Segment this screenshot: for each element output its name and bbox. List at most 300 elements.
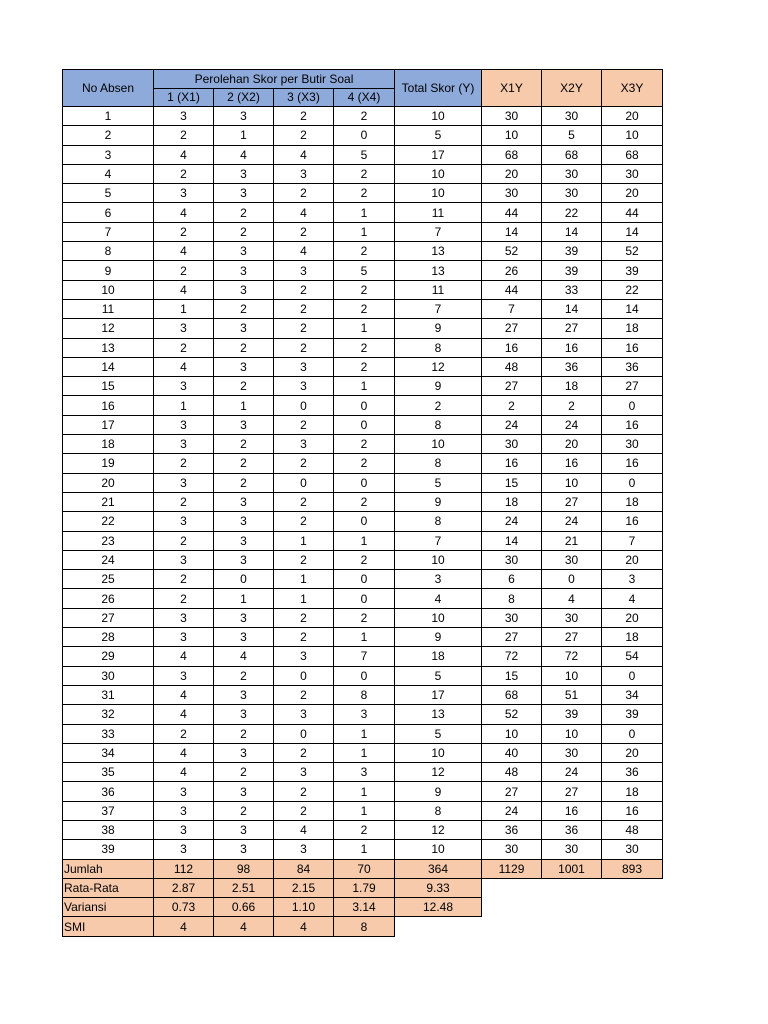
cell-x3: 2 (274, 415, 334, 434)
table-row (63, 415, 663, 434)
cell-total: 13 (395, 705, 482, 724)
cell-x2: 0 (214, 570, 274, 589)
header-total: Total Skor (Y) (395, 70, 482, 107)
cell-no-absen: 33 (63, 724, 154, 743)
cell-x1: 3 (154, 801, 214, 820)
cell-x3: 4 (274, 145, 334, 164)
cell-x2y: 27 (542, 628, 602, 647)
cell-x1y: 10 (482, 126, 542, 145)
table-row (63, 724, 663, 743)
score-table (62, 69, 663, 937)
cell-x1y: 48 (482, 357, 542, 376)
cell-total: 5 (395, 473, 482, 492)
cell-x1: 2 (154, 126, 214, 145)
cell-x2: 1 (214, 396, 274, 415)
cell-no-absen: 28 (63, 628, 154, 647)
cell-x1: 2 (154, 222, 214, 241)
cell-x3y: 16 (602, 338, 663, 357)
cell-x1: 2 (154, 531, 214, 550)
cell-no-absen: 18 (63, 435, 154, 454)
empty-cell (482, 878, 663, 897)
cell-x4: 2 (334, 280, 395, 299)
cell-total: 13 (395, 261, 482, 280)
cell-total: 10 (395, 164, 482, 183)
jumlah-x2y: 1001 (542, 859, 602, 878)
cell-x2y: 24 (542, 512, 602, 531)
cell-x1y: 27 (482, 319, 542, 338)
cell-x4: 1 (334, 782, 395, 801)
cell-x3y: 27 (602, 377, 663, 396)
cell-x1: 3 (154, 473, 214, 492)
cell-x3y: 14 (602, 222, 663, 241)
cell-x3: 3 (274, 705, 334, 724)
rata-x1: 2.87 (154, 878, 214, 897)
cell-no-absen: 1 (63, 107, 154, 126)
header-q4: 4 (X4) (334, 89, 395, 107)
cell-x2y: 30 (542, 164, 602, 183)
smi-x1: 4 (154, 917, 214, 936)
cell-x2y: 20 (542, 435, 602, 454)
table-row (63, 203, 663, 222)
cell-x3y: 4 (602, 589, 663, 608)
cell-x2y: 36 (542, 820, 602, 839)
cell-x2y: 2 (542, 396, 602, 415)
table-row (63, 666, 663, 685)
cell-total: 12 (395, 357, 482, 376)
cell-no-absen: 39 (63, 840, 154, 859)
cell-total: 17 (395, 685, 482, 704)
smi-x2: 4 (214, 917, 274, 936)
cell-x3: 2 (274, 608, 334, 627)
cell-x4: 2 (334, 820, 395, 839)
cell-x3: 2 (274, 184, 334, 203)
table-row (63, 377, 663, 396)
cell-x4: 0 (334, 126, 395, 145)
cell-x3y: 0 (602, 666, 663, 685)
cell-x2: 3 (214, 550, 274, 569)
cell-x1y: 16 (482, 338, 542, 357)
cell-x1: 4 (154, 280, 214, 299)
cell-x4: 1 (334, 840, 395, 859)
cell-x4: 0 (334, 396, 395, 415)
cell-x3y: 20 (602, 550, 663, 569)
cell-total: 10 (395, 550, 482, 569)
cell-x2: 3 (214, 319, 274, 338)
table-row (63, 396, 663, 415)
cell-x2y: 51 (542, 685, 602, 704)
cell-x2y: 10 (542, 473, 602, 492)
cell-x2: 3 (214, 415, 274, 434)
cell-x2y: 33 (542, 280, 602, 299)
cell-total: 10 (395, 608, 482, 627)
cell-x2y: 0 (542, 570, 602, 589)
cell-x2y: 72 (542, 647, 602, 666)
jumlah-x2: 98 (214, 859, 274, 878)
cell-total: 5 (395, 724, 482, 743)
cell-x2: 3 (214, 705, 274, 724)
cell-no-absen: 24 (63, 550, 154, 569)
cell-no-absen: 22 (63, 512, 154, 531)
cell-x1y: 30 (482, 608, 542, 627)
header-q2: 2 (X2) (214, 89, 274, 107)
table-row (63, 145, 663, 164)
cell-x1y: 24 (482, 415, 542, 434)
table-body (63, 107, 663, 860)
cell-total: 8 (395, 338, 482, 357)
cell-x1: 4 (154, 357, 214, 376)
cell-x1: 2 (154, 589, 214, 608)
cell-x3: 0 (274, 473, 334, 492)
cell-x1y: 30 (482, 550, 542, 569)
cell-x1: 3 (154, 377, 214, 396)
cell-x3y: 16 (602, 512, 663, 531)
cell-x4: 1 (334, 628, 395, 647)
cell-x1: 2 (154, 338, 214, 357)
cell-x2: 3 (214, 261, 274, 280)
cell-x4: 2 (334, 454, 395, 473)
cell-x4: 1 (334, 377, 395, 396)
cell-x3: 3 (274, 377, 334, 396)
jumlah-row (63, 859, 663, 878)
cell-x3y: 3 (602, 570, 663, 589)
cell-total: 10 (395, 107, 482, 126)
cell-x4: 5 (334, 145, 395, 164)
cell-x2: 2 (214, 454, 274, 473)
cell-x3: 3 (274, 647, 334, 666)
cell-x4: 5 (334, 261, 395, 280)
jumlah-x1y: 1129 (482, 859, 542, 878)
cell-x2y: 30 (542, 184, 602, 203)
cell-x3: 2 (274, 801, 334, 820)
header-no-absen: No Absen (63, 70, 154, 107)
cell-x2: 2 (214, 338, 274, 357)
jumlah-x4: 70 (334, 859, 395, 878)
jumlah-total: 364 (395, 859, 482, 878)
cell-x3: 1 (274, 531, 334, 550)
cell-no-absen: 5 (63, 184, 154, 203)
cell-x4: 2 (334, 608, 395, 627)
cell-x2: 3 (214, 107, 274, 126)
cell-x3: 2 (274, 512, 334, 531)
cell-x2: 2 (214, 763, 274, 782)
cell-x3: 3 (274, 435, 334, 454)
cell-x3: 2 (274, 126, 334, 145)
header-perolehan: Perolehan Skor per Butir Soal (154, 70, 395, 89)
cell-x1y: 30 (482, 107, 542, 126)
cell-x2: 2 (214, 724, 274, 743)
cell-x4: 1 (334, 724, 395, 743)
cell-x1: 2 (154, 492, 214, 511)
cell-x4: 0 (334, 512, 395, 531)
cell-x3: 1 (274, 570, 334, 589)
cell-x2: 3 (214, 782, 274, 801)
cell-x1y: 52 (482, 242, 542, 261)
cell-x2: 3 (214, 164, 274, 183)
cell-no-absen: 3 (63, 145, 154, 164)
cell-no-absen: 9 (63, 261, 154, 280)
cell-x1y: 72 (482, 647, 542, 666)
cell-total: 17 (395, 145, 482, 164)
empty-cell (395, 917, 663, 936)
cell-x4: 8 (334, 685, 395, 704)
table-row (63, 801, 663, 820)
cell-x1: 2 (154, 570, 214, 589)
cell-total: 9 (395, 377, 482, 396)
cell-no-absen: 23 (63, 531, 154, 550)
cell-x3y: 48 (602, 820, 663, 839)
cell-x2: 2 (214, 801, 274, 820)
cell-x3y: 16 (602, 454, 663, 473)
cell-total: 8 (395, 512, 482, 531)
cell-total: 18 (395, 647, 482, 666)
cell-x1: 2 (154, 724, 214, 743)
cell-x3: 3 (274, 763, 334, 782)
cell-x4: 2 (334, 184, 395, 203)
cell-no-absen: 38 (63, 820, 154, 839)
cell-x2: 3 (214, 840, 274, 859)
cell-x3y: 36 (602, 357, 663, 376)
cell-x1y: 7 (482, 299, 542, 318)
cell-x3y: 20 (602, 107, 663, 126)
cell-x3: 2 (274, 782, 334, 801)
table-row (63, 743, 663, 762)
cell-x2y: 27 (542, 782, 602, 801)
cell-x1y: 27 (482, 377, 542, 396)
cell-x3: 2 (274, 492, 334, 511)
cell-x2y: 30 (542, 840, 602, 859)
cell-total: 13 (395, 242, 482, 261)
cell-x2y: 5 (542, 126, 602, 145)
table-row (63, 319, 663, 338)
header-row-1 (63, 70, 663, 89)
cell-x4: 2 (334, 107, 395, 126)
cell-x2: 3 (214, 531, 274, 550)
cell-total: 4 (395, 589, 482, 608)
cell-x3: 0 (274, 666, 334, 685)
smi-x4: 8 (334, 917, 395, 936)
cell-x2: 1 (214, 589, 274, 608)
table-row (63, 454, 663, 473)
cell-x1: 4 (154, 743, 214, 762)
header-x2y: X2Y (542, 70, 602, 107)
cell-x1: 4 (154, 647, 214, 666)
cell-x2y: 10 (542, 724, 602, 743)
cell-x3y: 16 (602, 801, 663, 820)
header-x3y: X3Y (602, 70, 663, 107)
cell-no-absen: 37 (63, 801, 154, 820)
cell-total: 5 (395, 126, 482, 145)
cell-x3y: 0 (602, 724, 663, 743)
cell-x1y: 26 (482, 261, 542, 280)
cell-no-absen: 35 (63, 763, 154, 782)
cell-x1y: 27 (482, 628, 542, 647)
cell-x1: 3 (154, 608, 214, 627)
cell-no-absen: 34 (63, 743, 154, 762)
cell-x4: 2 (334, 242, 395, 261)
table-row (63, 763, 663, 782)
cell-x2: 3 (214, 628, 274, 647)
cell-x2: 4 (214, 647, 274, 666)
cell-x2y: 16 (542, 338, 602, 357)
cell-x1: 3 (154, 107, 214, 126)
cell-x2y: 30 (542, 107, 602, 126)
cell-x2y: 24 (542, 763, 602, 782)
cell-x1y: 24 (482, 801, 542, 820)
cell-x2: 3 (214, 242, 274, 261)
cell-total: 7 (395, 299, 482, 318)
cell-x2: 3 (214, 685, 274, 704)
cell-x3: 1 (274, 589, 334, 608)
cell-x3y: 22 (602, 280, 663, 299)
cell-x2y: 30 (542, 608, 602, 627)
cell-total: 12 (395, 763, 482, 782)
cell-x1y: 8 (482, 589, 542, 608)
cell-x1y: 48 (482, 763, 542, 782)
table-row (63, 512, 663, 531)
cell-no-absen: 14 (63, 357, 154, 376)
cell-x3y: 18 (602, 492, 663, 511)
cell-x4: 3 (334, 763, 395, 782)
cell-x1: 2 (154, 454, 214, 473)
variansi-total: 12.48 (395, 898, 482, 917)
cell-x1y: 68 (482, 685, 542, 704)
cell-no-absen: 17 (63, 415, 154, 434)
cell-no-absen: 32 (63, 705, 154, 724)
cell-x2: 3 (214, 820, 274, 839)
cell-x3: 3 (274, 357, 334, 376)
cell-x3y: 34 (602, 685, 663, 704)
cell-no-absen: 19 (63, 454, 154, 473)
cell-x4: 2 (334, 492, 395, 511)
rata-row (63, 878, 663, 897)
cell-total: 10 (395, 743, 482, 762)
cell-x2: 1 (214, 126, 274, 145)
cell-x1: 3 (154, 184, 214, 203)
table-row (63, 280, 663, 299)
cell-x3y: 18 (602, 628, 663, 647)
cell-x4: 7 (334, 647, 395, 666)
header-q3: 3 (X3) (274, 89, 334, 107)
cell-x4: 0 (334, 473, 395, 492)
cell-x4: 1 (334, 743, 395, 762)
cell-no-absen: 16 (63, 396, 154, 415)
cell-x1y: 20 (482, 164, 542, 183)
cell-total: 12 (395, 820, 482, 839)
cell-x2y: 30 (542, 743, 602, 762)
cell-x2y: 14 (542, 222, 602, 241)
cell-x1: 3 (154, 415, 214, 434)
cell-x2y: 4 (542, 589, 602, 608)
cell-x1y: 14 (482, 531, 542, 550)
cell-x2y: 24 (542, 415, 602, 434)
cell-x1y: 15 (482, 666, 542, 685)
table-row (63, 299, 663, 318)
cell-no-absen: 10 (63, 280, 154, 299)
cell-x2y: 39 (542, 242, 602, 261)
cell-x3y: 30 (602, 840, 663, 859)
cell-x1y: 40 (482, 743, 542, 762)
table-row (63, 782, 663, 801)
cell-x3: 2 (274, 107, 334, 126)
cell-x2: 3 (214, 184, 274, 203)
cell-total: 9 (395, 319, 482, 338)
cell-x1y: 36 (482, 820, 542, 839)
cell-total: 7 (395, 531, 482, 550)
cell-x2: 2 (214, 299, 274, 318)
cell-x3: 3 (274, 164, 334, 183)
table-row (63, 705, 663, 724)
cell-x2: 3 (214, 743, 274, 762)
cell-x2y: 30 (542, 550, 602, 569)
cell-x4: 2 (334, 338, 395, 357)
cell-no-absen: 12 (63, 319, 154, 338)
table-row (63, 608, 663, 627)
table-row (63, 164, 663, 183)
rata-x3: 2.15 (274, 878, 334, 897)
cell-x3y: 0 (602, 473, 663, 492)
cell-total: 9 (395, 628, 482, 647)
cell-x4: 2 (334, 435, 395, 454)
cell-total: 8 (395, 801, 482, 820)
cell-total: 9 (395, 492, 482, 511)
jumlah-x3: 84 (274, 859, 334, 878)
cell-x2y: 18 (542, 377, 602, 396)
cell-x1: 4 (154, 203, 214, 222)
smi-x3: 4 (274, 917, 334, 936)
smi-row (63, 917, 663, 936)
cell-x1: 3 (154, 628, 214, 647)
cell-x3y: 7 (602, 531, 663, 550)
cell-x4: 1 (334, 319, 395, 338)
cell-x4: 1 (334, 801, 395, 820)
cell-x1y: 16 (482, 454, 542, 473)
cell-x1y: 2 (482, 396, 542, 415)
cell-total: 10 (395, 435, 482, 454)
variansi-x3: 1.10 (274, 898, 334, 917)
cell-x2y: 10 (542, 666, 602, 685)
cell-x2: 2 (214, 666, 274, 685)
cell-x1: 3 (154, 550, 214, 569)
cell-x3y: 54 (602, 647, 663, 666)
cell-x3: 2 (274, 319, 334, 338)
table-row (63, 184, 663, 203)
cell-no-absen: 4 (63, 164, 154, 183)
rata-x2: 2.51 (214, 878, 274, 897)
cell-x1: 4 (154, 705, 214, 724)
cell-total: 10 (395, 840, 482, 859)
cell-x3y: 52 (602, 242, 663, 261)
cell-x1y: 14 (482, 222, 542, 241)
cell-x3y: 36 (602, 763, 663, 782)
cell-x1y: 30 (482, 435, 542, 454)
cell-x3: 0 (274, 396, 334, 415)
cell-total: 5 (395, 666, 482, 685)
cell-x3: 4 (274, 242, 334, 261)
cell-x4: 1 (334, 531, 395, 550)
cell-x4: 2 (334, 550, 395, 569)
cell-x1y: 68 (482, 145, 542, 164)
cell-no-absen: 26 (63, 589, 154, 608)
cell-x4: 0 (334, 570, 395, 589)
cell-total: 8 (395, 454, 482, 473)
cell-x1y: 52 (482, 705, 542, 724)
header-q1: 1 (X1) (154, 89, 214, 107)
cell-x3y: 30 (602, 164, 663, 183)
cell-x3: 2 (274, 299, 334, 318)
cell-x1y: 10 (482, 724, 542, 743)
cell-x2: 3 (214, 608, 274, 627)
cell-x2y: 39 (542, 705, 602, 724)
